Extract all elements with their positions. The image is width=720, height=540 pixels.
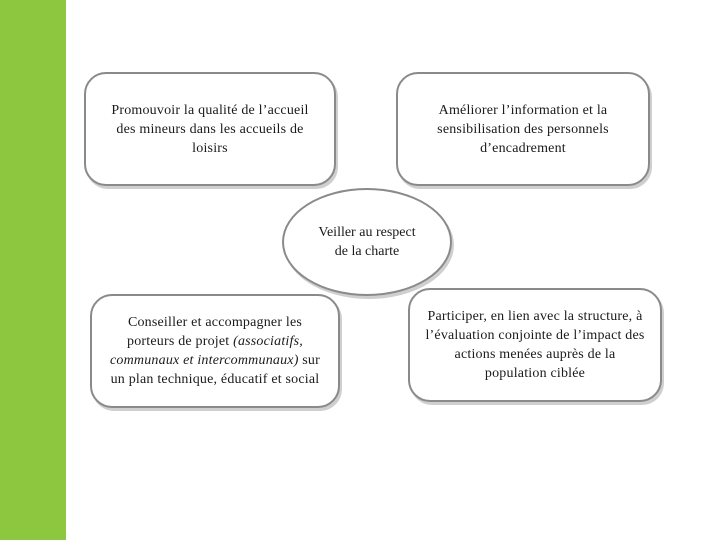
goal-box-promote-quality (84, 72, 336, 186)
accent-sidebar-bar (0, 0, 66, 540)
central-goal-circle (282, 188, 452, 296)
goal-text-improve-information: Améliorer l’information et la sensibilisation des personnels d’encadrement (437, 102, 609, 156)
goal-text-advise-italic: (associatifs, communaux et intercommunaux) (109, 334, 303, 368)
goal-box-improve-information (396, 72, 650, 186)
central-goal-text: Veiller au respect de la charte (318, 225, 416, 259)
goal-text-advise-project-holders (104, 313, 326, 389)
goal-text-advise-part1: Conseiller et accompagner les porteurs de projet (127, 315, 303, 349)
goal-box-participate-evaluation (408, 288, 662, 402)
goal-text-participate-evaluation: Participer, en lien avec la structure, à l’évaluation conjointe de l’impact des actions menées auprès de la population ciblée (425, 309, 645, 381)
goal-box-advise-project-holders (90, 294, 340, 408)
goal-text-advise-part2: sur un plan technique, éducatif et social (110, 353, 320, 387)
goal-text-promote-quality: Promouvoir la qualité de l’accueil des mineurs dans les accueils de loisirs (111, 102, 309, 156)
